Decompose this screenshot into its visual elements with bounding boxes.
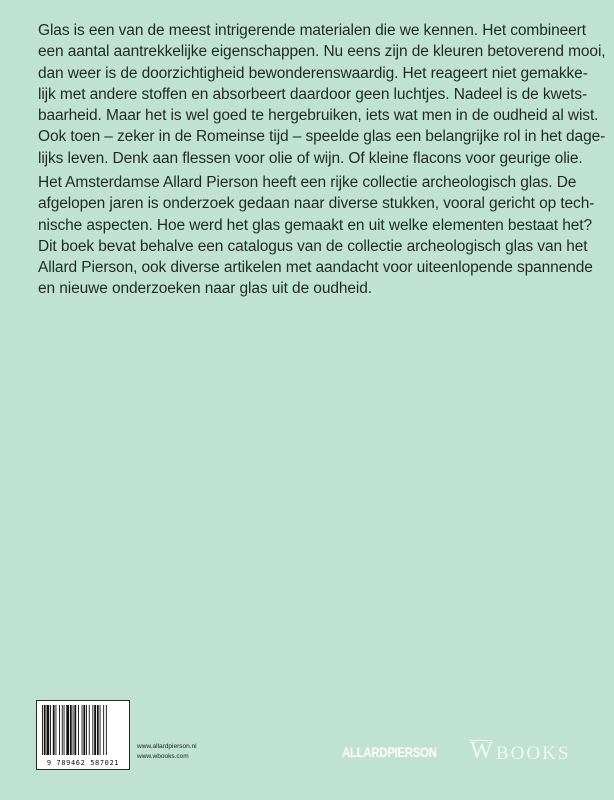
link-wbooks[interactable]: www.wbooks.com [137,753,189,760]
allard-pierson-logo: ALLARDPIERSON [342,744,437,760]
paragraph-line: Allard Pierson, ook diverse artikelen met aandacht voor uiteenlopende spannende [38,259,593,277]
website-links [137,742,197,762]
paragraph-line: dan weer is de doorzichtigheid bewonderenswaardig. Het reageert niet gemakke- [38,64,588,82]
wbooks-logo-w: W [470,738,495,764]
paragraph-line: afgelopen jaren is onderzoek gedaan naar diverse stukken, vooral gericht op tech- [38,195,595,213]
collection-paragraph [38,172,595,300]
isbn-number: 9 789462 587021 [46,759,120,767]
barcode-bars [42,705,124,755]
link-allardpierson[interactable]: www.allardpierson.nl [137,743,197,750]
paragraph-line: lijks leven. Denk aan flessen voor olie of wijn. Of kleine flacons voor geurige olie. [38,149,583,167]
paragraph-line: nische aspecten. Hoe werd het glas gemaakt en uit welke elementen bestaat het? [38,216,592,234]
intro-paragraph [38,20,606,169]
wbooks-logo-text: BOOKS [496,743,571,764]
paragraph-line: en nieuwe onderzoeken naar glas uit de oudheid. [38,280,372,298]
isbn-barcode [36,700,130,770]
paragraph-line: lijk met andere stoffen en absorbeert daardoor geen luchtjes. Nadeel is de kwets- [38,85,588,103]
paragraph-line: een aantal aantrekkelijke eigenschappen. Nu eens zijn de kleuren betoverend mooi, [38,43,606,61]
paragraph-line: Glas is een van de meest intrigerende materialen die we kennen. Het combineert [38,22,586,39]
wbooks-logo [470,736,580,768]
paragraph-line: Het Amsterdamse Allard Pierson heeft een rijke collectie archeologisch glas. De [38,174,577,191]
paragraph-line: Dit boek bevat behalve een catalogus van de collectie archeologisch glas van het [38,237,588,255]
paragraph-line: baarheid. Maar het is wel goed te hergebruiken, iets wat men in de oudheid al wist. [38,107,599,125]
paragraph-line: Ook toen – zeker in de Romeinse tijd – speelde glas een belangrijke rol in het dage- [38,128,606,146]
